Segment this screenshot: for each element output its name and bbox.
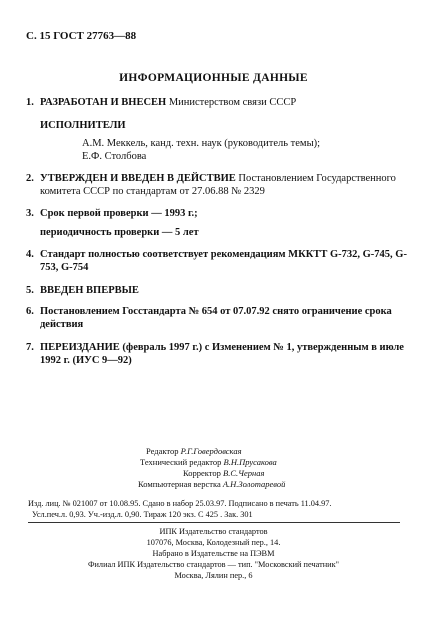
item-number: 2.	[26, 173, 34, 184]
info-item-5	[26, 284, 411, 298]
item-body: Министерством связи СССР	[166, 97, 297, 108]
item-number: 3.	[26, 208, 34, 219]
item-number: 7.	[26, 342, 34, 353]
credit-name: А.Н.Золотаревой	[222, 479, 286, 489]
publisher-line-2: 107076, Москва, Колодезный пер., 14.	[146, 538, 281, 547]
credit-role: Компьютерная верстка	[138, 479, 223, 489]
info-item-4	[26, 248, 411, 276]
credit-role: Корректор	[183, 468, 224, 478]
item-number: 5.	[26, 285, 34, 296]
item-text	[40, 172, 412, 198]
credit-role: Технический редактор	[140, 457, 224, 467]
item-number: 6.	[26, 306, 34, 317]
credit-role: Редактор	[146, 446, 181, 456]
executors-line-1: А.М. Меккель, канд. техн. наук (руководитель темы);	[82, 138, 321, 149]
imprint-line-2: Усл.печ.л. 0,93. Уч.-изд.л. 0,90. Тираж 120 экз. С 425 . Зак. 301	[32, 510, 253, 519]
credit-name: Р.Г.Говердовская	[180, 446, 242, 456]
item-text	[40, 96, 412, 109]
imprint-line-1: Изд. лиц. № 021007 от 10.08.95. Сдано в набор 25.03.97. Подписано в печать 11.04.97.	[28, 499, 332, 508]
item-text: ВВЕДЕН ВПЕРВЫЕ	[40, 285, 139, 296]
credit-corrector	[183, 468, 264, 479]
item-lead: РАЗРАБОТАН И ВНЕСЕН	[40, 97, 167, 108]
item-text: ПЕРЕИЗДАНИЕ (февраль 1997 г.) с Изменением № 1, утвержденным в июле 1992 г. (ИУС 9—92)	[40, 342, 404, 366]
credit-tech-editor	[140, 457, 277, 468]
imprint-block	[28, 498, 408, 522]
info-item-3	[26, 207, 411, 221]
credits-block	[0, 446, 427, 496]
publisher-line-4: Филиал ИПК Издательство стандартов — тип. "Московский печатник"	[87, 560, 340, 569]
info-item-1	[26, 96, 411, 110]
item-number: 1.	[26, 97, 34, 108]
credit-layout	[138, 479, 285, 490]
check-period: периодичность проверки — 5 лет	[40, 227, 199, 238]
divider-line	[28, 522, 400, 523]
item-text: Срок первой проверки — 1993 г.;	[40, 208, 198, 219]
publisher-line-1: ИПК Издательство стандартов	[159, 527, 268, 536]
executors-line-2: Е.Ф. Столбова	[82, 151, 147, 162]
item-text: Постановлением Госстандарта № 654 от 07.07.92 снято ограничение срока действия	[40, 306, 392, 330]
info-item-6	[26, 305, 411, 333]
publisher-block	[0, 526, 427, 586]
credit-name: В.С.Черная	[223, 468, 265, 478]
credit-editor	[146, 446, 242, 457]
publisher-line-3: Набрано в Издательстве на ПЭВМ	[152, 549, 275, 558]
item-lead: УТВЕРЖДЕН И ВВЕДЕН В ДЕЙСТВИЕ	[40, 173, 236, 184]
info-item-7	[26, 341, 411, 369]
item-body: Постановлением Государственного комитета СССР по стандартам от 27.06.88 № 2329	[40, 173, 396, 197]
publisher-line-5: Москва, Лялин пер., 6	[174, 571, 253, 580]
item-text: Стандарт полностью соответствует рекомендациям МККТТ G-732, G-745, G-753, G-754	[40, 249, 407, 273]
page-header: С. 15 ГОСТ 27763—88	[26, 30, 137, 42]
item-number: 4.	[26, 249, 34, 260]
credit-name: В.Н.Прусакова	[223, 457, 277, 467]
document-title: ИНФОРМАЦИОННЫЕ ДАННЫЕ	[119, 72, 308, 84]
info-item-2	[26, 172, 411, 200]
executors-label: ИСПОЛНИТЕЛИ	[40, 120, 126, 131]
